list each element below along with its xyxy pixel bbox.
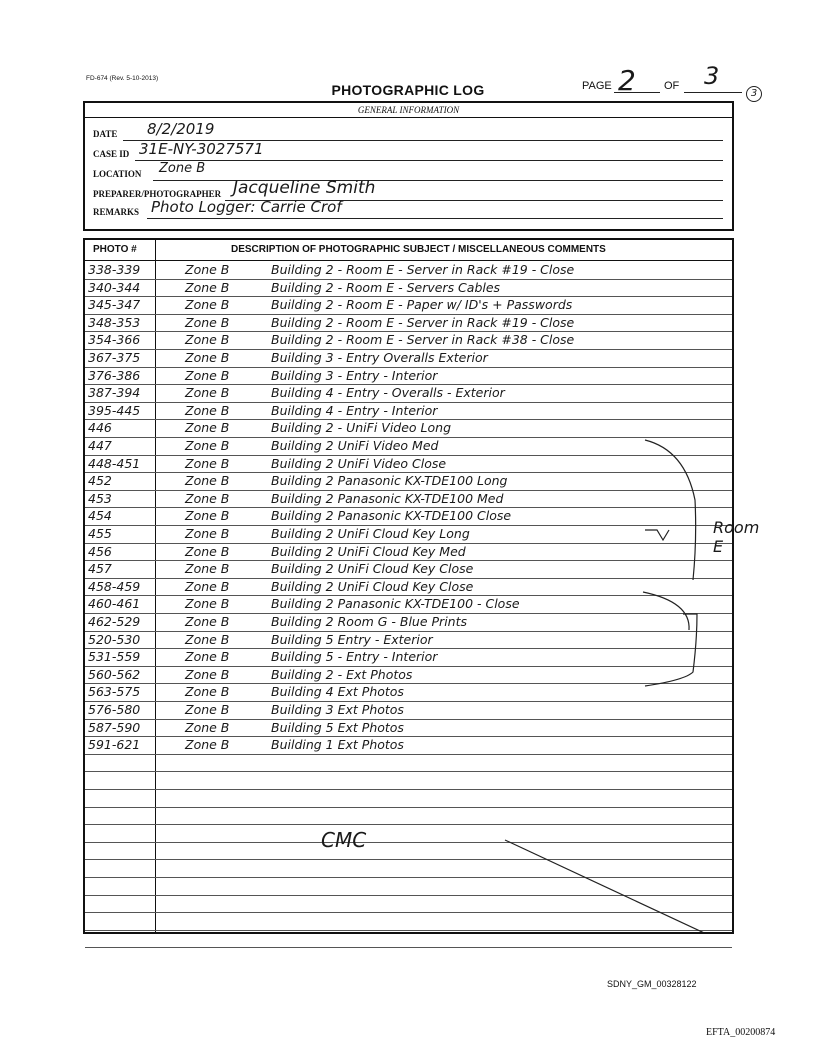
zone: Zone B	[185, 614, 230, 629]
photo-number: 446	[88, 420, 112, 436]
description: Building 2 - Room E - Paper w/ ID's + Passwords	[271, 297, 573, 313]
description: Building 2 Panasonic KX-TDE100 - Close	[271, 596, 520, 612]
zone: Zone B	[185, 279, 230, 295]
description: Building 5 - Entry - Interior	[271, 649, 438, 665]
logger-initials: CMC	[321, 828, 367, 852]
zone: Zone B	[185, 649, 230, 665]
photo-number: 447	[88, 438, 112, 453]
remarks-value: Photo Logger: Carrie Crof	[151, 198, 342, 216]
zone: Zone B	[185, 420, 230, 436]
description: Building 5 Ext Photos	[271, 719, 404, 735]
circled-total: 3	[746, 86, 762, 102]
room-e-note: Room E	[713, 518, 760, 556]
photo-number: 345-347	[88, 297, 141, 313]
zone: Zone B	[185, 297, 230, 313]
photo-number: 462-529	[88, 614, 141, 629]
photo-number: 395-445	[88, 402, 141, 418]
zone: Zone B	[185, 666, 230, 682]
of-underline	[684, 92, 742, 93]
photo-number-header: PHOTO #	[93, 244, 137, 255]
description: Building 4 Ext Photos	[271, 684, 404, 700]
photo-number: 338-339	[88, 262, 141, 277]
description: Building 2 Panasonic KX-TDE100 Long	[271, 473, 508, 489]
case-id-label: CASE ID	[93, 149, 130, 159]
photo-number: 448-451	[88, 455, 141, 471]
description: Building 2 - UniFi Video Long	[271, 420, 452, 436]
photo-number: 452	[88, 473, 112, 489]
general-information-header: GENERAL INFORMATION	[85, 103, 732, 118]
photo-number: 340-344	[88, 279, 141, 295]
zone: Zone B	[185, 367, 230, 383]
zone: Zone B	[185, 737, 230, 753]
description: Building 2 UniFi Video Close	[271, 455, 447, 471]
row-line	[85, 947, 732, 948]
case-id-value: 31E-NY-3027571	[139, 140, 264, 158]
description: Building 2 Panasonic KX-TDE100 Med	[271, 490, 504, 506]
description: Building 5 Entry - Exterior	[271, 631, 433, 647]
efta-number: EFTA_00200874	[706, 1027, 776, 1038]
description: Building 4 - Entry - Overalls - Exterior	[271, 385, 505, 401]
location-value: Zone B	[159, 161, 206, 176]
preparer-value: Jacqueline Smith	[233, 178, 376, 198]
total-pages: 3	[704, 62, 720, 90]
photo-number: 387-394	[88, 385, 141, 401]
description: Building 2 - Room E - Servers Cables	[271, 279, 501, 295]
photo-number: 531-559	[88, 649, 141, 665]
date-value: 8/2/2019	[147, 120, 215, 138]
description: Building 2 UniFi Cloud Key Close	[271, 578, 474, 594]
zone: Zone B	[185, 702, 230, 717]
zone: Zone B	[185, 543, 230, 559]
zone: Zone B	[185, 719, 230, 735]
description: Building 2 - Room E - Server in Rack #38 - Close	[271, 332, 575, 348]
preparer-label: PREPARER/PHOTOGRAPHER	[93, 189, 222, 199]
bates-number: SDNY_GM_00328122	[607, 979, 697, 989]
zone: Zone B	[185, 526, 230, 541]
photo-number: 376-386	[88, 367, 141, 383]
zone: Zone B	[185, 508, 230, 524]
zone: Zone B	[185, 684, 230, 700]
zone: Zone B	[185, 332, 230, 348]
zone: Zone B	[185, 402, 230, 418]
photo-number: 354-366	[88, 332, 141, 348]
photo-log-table	[83, 238, 760, 934]
zone: Zone B	[185, 490, 230, 506]
photo-number: 563-575	[88, 684, 141, 700]
zone: Zone B	[185, 385, 230, 401]
zone: Zone B	[185, 350, 230, 365]
description: Building 2 - Room E - Server in Rack #19 - Close	[271, 262, 575, 277]
remarks-line	[147, 218, 723, 219]
zone: Zone B	[185, 473, 230, 489]
zone: Zone B	[185, 438, 230, 453]
photo-number: 458-459	[88, 578, 141, 594]
description: Building 2 - Ext Photos	[271, 666, 413, 682]
zone: Zone B	[185, 596, 230, 612]
description: Building 2 Panasonic KX-TDE100 Close	[271, 508, 512, 524]
description-header: DESCRIPTION OF PHOTOGRAPHIC SUBJECT / MISCELLANEOUS COMMENTS	[231, 244, 606, 255]
form-number: FD-674 (Rev. 5-10-2013)	[86, 75, 159, 82]
photo-number: 457	[88, 561, 112, 577]
case-id-line	[135, 160, 723, 161]
general-information-section	[83, 101, 734, 231]
photo-number: 576-580	[88, 702, 141, 717]
page-number: 2	[618, 64, 636, 97]
description: Building 2 UniFi Video Med	[271, 438, 439, 453]
photo-number: 453	[88, 490, 112, 506]
description: Building 4 - Entry - Interior	[271, 402, 438, 418]
photo-number: 454	[88, 508, 112, 524]
description: Building 3 - Entry Overalls Exterior	[271, 350, 488, 365]
zone: Zone B	[185, 561, 230, 577]
description: Building 1 Ext Photos	[271, 737, 404, 753]
photo-number: 520-530	[88, 631, 141, 647]
zone: Zone B	[185, 262, 230, 277]
description: Building 2 UniFi Cloud Key Med	[271, 543, 466, 559]
page-label: PAGE	[582, 80, 612, 92]
zone: Zone B	[185, 455, 230, 471]
photo-number: 591-621	[88, 737, 141, 753]
description: Building 2 UniFi Cloud Key Close	[271, 561, 474, 577]
description: Building 3 Ext Photos	[271, 702, 404, 717]
location-label: LOCATION	[93, 169, 142, 179]
zone: Zone B	[185, 314, 230, 330]
zone: Zone B	[185, 631, 230, 647]
zone: Zone B	[185, 578, 230, 594]
date-label: DATE	[93, 129, 118, 139]
description: Building 2 - Room E - Server in Rack #19 - Close	[271, 314, 575, 330]
photo-number: 587-590	[88, 719, 141, 735]
description: Building 2 Room G - Blue Prints	[271, 614, 468, 629]
photo-number: 456	[88, 543, 112, 559]
photo-number: 367-375	[88, 350, 141, 365]
remarks-label: REMARKS	[93, 207, 140, 217]
photo-number: 460-461	[88, 596, 141, 612]
photo-number: 560-562	[88, 666, 141, 682]
annotation-marks	[85, 240, 732, 932]
photo-number: 455	[88, 526, 112, 541]
description: Building 2 UniFi Cloud Key Long	[271, 526, 470, 541]
of-label: OF	[664, 80, 680, 92]
description: Building 3 - Entry - Interior	[271, 367, 438, 383]
form-title: PHOTOGRAPHIC LOG	[331, 82, 485, 98]
photo-number: 348-353	[88, 314, 141, 330]
